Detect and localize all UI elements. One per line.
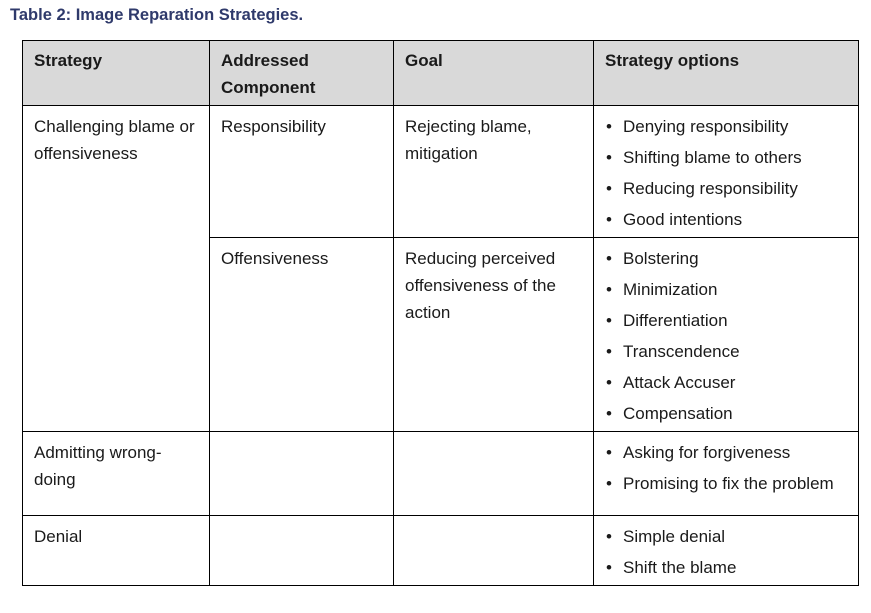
options-list <box>605 439 848 497</box>
header-row <box>23 41 859 106</box>
strategy-cell: Challenging blame or offensiveness <box>23 106 210 432</box>
list-item: • Promising to fix the problem <box>605 470 848 497</box>
component-cell: Offensiveness <box>210 238 394 432</box>
options-cell <box>594 238 859 432</box>
options-cell <box>594 516 859 586</box>
component-cell <box>210 516 394 586</box>
component-cell: Responsibility <box>210 106 394 238</box>
goal-cell <box>394 516 594 586</box>
list-item: • Simple denial <box>605 523 848 550</box>
list-item: • Attack Accuser <box>605 369 848 396</box>
component-cell <box>210 432 394 516</box>
list-item: • Shift the blame <box>605 554 848 581</box>
strategy-cell: Admitting wrong-doing <box>23 432 210 516</box>
table-row <box>23 106 859 238</box>
table-caption: Table 2: Image Reparation Strategies. <box>10 6 304 24</box>
options-list <box>605 245 848 427</box>
column-header-strategy: Strategy <box>23 41 210 106</box>
list-item: • Transcendence <box>605 338 848 365</box>
column-header-strategy-options: Strategy options <box>594 41 859 106</box>
options-cell <box>594 106 859 238</box>
list-item: • Denying responsibility <box>605 113 848 140</box>
list-item: • Reducing responsibility <box>605 175 848 202</box>
goal-cell <box>394 432 594 516</box>
list-item: • Asking for forgiveness <box>605 439 848 466</box>
options-list <box>605 523 848 581</box>
list-item: • Minimization <box>605 276 848 303</box>
list-item: • Shifting blame to others <box>605 144 848 171</box>
list-item: • Good intentions <box>605 206 848 233</box>
column-header-addressed-component: Addressed Component <box>210 41 394 106</box>
goal-cell: Rejecting blame, mitigation <box>394 106 594 238</box>
goal-cell: Reducing perceived offensiveness of the action <box>394 238 594 432</box>
table-row <box>23 516 859 586</box>
table-row <box>23 432 859 516</box>
list-item: • Bolstering <box>605 245 848 272</box>
options-cell <box>594 432 859 516</box>
strategy-cell: Denial <box>23 516 210 586</box>
options-list <box>605 113 848 233</box>
strategies-table <box>22 40 859 586</box>
list-item: • Differentiation <box>605 307 848 334</box>
column-header-goal: Goal <box>394 41 594 106</box>
list-item: • Compensation <box>605 400 848 427</box>
